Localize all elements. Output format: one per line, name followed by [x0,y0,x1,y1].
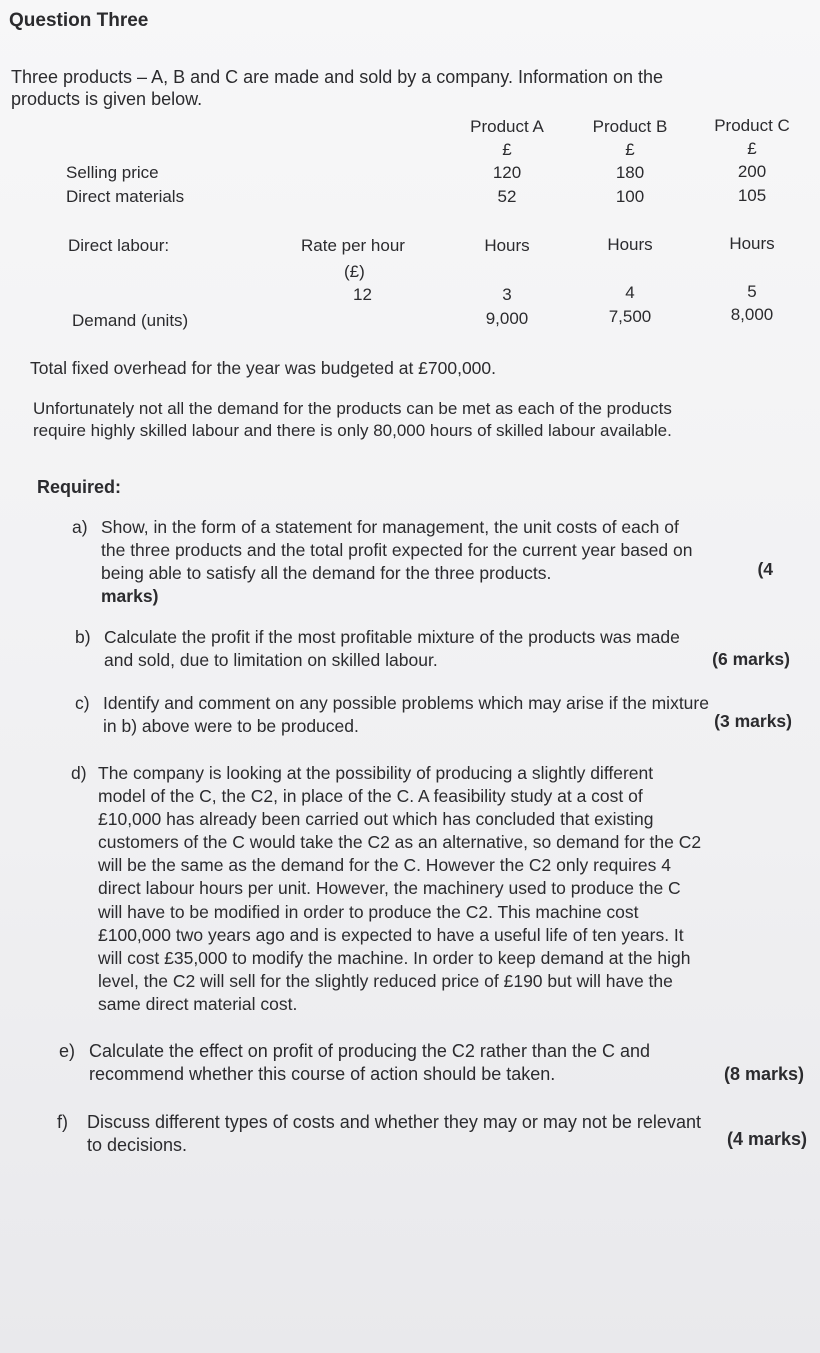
selling-price-c: 200 [737,162,767,181]
part-e [59,1040,804,1090]
part-d-line-1: The company is looking at the possibility of producing a slightly different [98,763,654,783]
direct-materials-a: 52 [497,187,517,206]
hours-label-a: Hours [484,236,530,255]
question-title: Question Three [9,10,149,31]
part-f-marks: (4 marks) [726,1129,807,1149]
part-b-label: b) [75,627,91,647]
part-f-label: f) [57,1112,68,1132]
part-c-marks: (3 marks) [714,711,792,731]
part-e-marks: (8 marks) [723,1064,804,1084]
part-d-line-4: customers of the C would take the C2 as an alternative, so demand for the C2 [98,832,702,853]
hours-c: 5 [747,282,757,301]
required-heading: Required: [37,477,122,497]
col-header-product-b: Product B [592,117,668,136]
part-d-line-2: model of the C, the C2, in place of the C. A feasibility study at a cost of [98,786,643,807]
unit-product-a: £ [502,140,512,159]
demand-a: 9,000 [485,309,529,328]
part-a-marks-close: marks) [101,586,159,606]
rate-value: 12 [353,285,372,304]
part-d-line-7: will have to be modified in order to produce the C2. This machine cost [98,901,639,922]
part-e-line-2: recommend whether this course of action should be taken. [89,1064,556,1084]
part-c-label: c) [75,693,90,713]
part-d-line-10: level, the C2 will sell for the slightly reduced price of £190 but will have the [98,970,673,991]
part-d-line-11: same direct material cost. [98,993,298,1014]
unit-product-c: £ [747,139,757,158]
part-d-label: d) [71,763,87,783]
part-d-line-8: £100,000 two years ago and is expected to have a useful life of ten years. It [98,924,684,945]
part-f [57,1111,807,1161]
part-e-label: e) [59,1041,76,1061]
col-header-product-a: Product A [470,117,544,136]
hours-label-b: Hours [607,235,653,254]
selling-price-a: 120 [492,163,522,182]
rate-unit: (£) [344,262,365,281]
part-c-line-1: Identify and comment on any possible problems which may arise if the mixture [103,693,709,713]
part-b-line-1: Calculate the profit if the most profitable mixture of the products was made [104,627,680,647]
hours-label-c: Hours [729,234,775,253]
row-label-selling-price: Selling price [66,163,159,182]
part-a-line-1: Show, in the form of a statement for management, the unit costs of each of [101,517,679,537]
part-f-line-2: to decisions. [87,1135,188,1155]
intro-line-2: products is given below. [11,89,203,109]
part-d-line-9: will cost £35,000 to modify the machine. In order to keep demand at the high [98,947,691,968]
part-b-line-2: and sold, due to limitation on skilled labour. [104,650,438,670]
part-a-line-3: being able to satisfy all the demand for the three products. [101,563,552,583]
row-label-demand: Demand (units) [72,311,189,330]
rate-per-hour-label: Rate per hour [301,236,405,255]
part-c [75,692,792,742]
limitation-line-2: require highly skilled labour and there is only 80,000 hours of skilled labour available. [33,421,672,440]
part-d-line-3: £10,000 has already been carried out which has concluded that existing [98,809,654,830]
fixed-overhead-text: Total fixed overhead for the year was budgeted at £700,000. [30,358,497,378]
demand-b: 7,500 [608,307,652,326]
intro-line-1: Three products – A, B and C are made and sold by a company. Information on the [11,67,664,87]
row-label-direct-labour: Direct labour: [68,236,170,255]
limitation-line-1: Unfortunately not all the demand for the products can be met as each of the products [33,399,672,418]
part-a-line-2: the three products and the total profit expected for the current year based on [101,540,693,560]
selling-price-b: 180 [615,163,645,182]
part-e-line-1: Calculate the effect on profit of producing the C2 rather than the C and [89,1041,651,1061]
unit-product-b: £ [625,140,635,159]
part-a [72,516,788,616]
direct-materials-b: 100 [615,187,645,206]
part-a-label: a) [72,517,88,537]
part-d-line-5: will be the same as the demand for the C. However the C2 only requires 4 [98,855,671,876]
part-f-line-1: Discuss different types of costs and whether they may or may not be relevant [87,1112,701,1132]
part-a-marks-open: (4 [757,559,773,579]
hours-a: 3 [502,285,512,304]
part-d [71,762,798,1022]
direct-materials-c: 105 [737,186,767,205]
row-label-direct-materials: Direct materials [66,187,185,206]
part-b-marks: (6 marks) [712,649,790,669]
part-c-line-2: in b) above were to be produced. [103,716,359,736]
part-d-line-6: direct labour hours per unit. However, the machinery used to produce the C [98,878,681,899]
part-b [75,626,790,676]
col-header-product-c: Product C [714,116,790,135]
hours-b: 4 [625,283,635,302]
demand-c: 8,000 [730,305,774,324]
